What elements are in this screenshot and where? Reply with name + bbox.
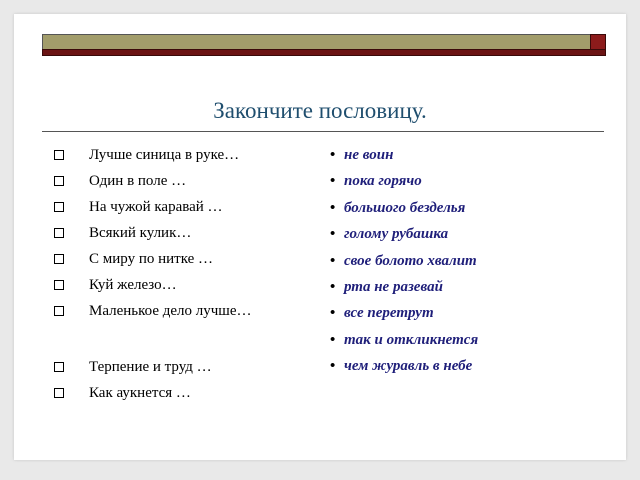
proverb-start-text: С миру по нитке … [89,251,214,267]
dot-bullet-icon: • [330,252,336,269]
square-bullet-icon [54,202,64,212]
proverb-end-text: так и откликнется [344,331,479,348]
proverb-start-item [52,380,322,406]
dot-bullet-icon: • [330,147,336,163]
title-divider [42,131,604,132]
header-bar-olive [42,34,606,50]
proverb-end-text: большого безделья [344,199,466,216]
square-bullet-icon [54,228,64,238]
proverb-end-item [330,142,610,168]
proverb-end-item [330,221,610,247]
proverb-end-item [330,327,610,353]
proverb-start-item [52,354,322,380]
proverb-end-item [330,248,610,274]
proverb-end-list [330,142,610,380]
proverb-end-text: не воин [344,147,394,163]
dot-bullet-icon: • [330,173,336,190]
dot-bullet-icon: • [330,226,336,243]
header-bar-dark [42,49,606,56]
proverb-start-item [52,194,322,220]
proverb-start-item [52,220,322,246]
proverb-start-text: Как аукнется … [89,385,191,401]
proverb-end-item [330,168,610,194]
proverb-start-text: На чужой каравай … [89,199,223,215]
proverb-end-item [330,274,610,300]
proverb-start-text: Куй железо… [89,277,177,293]
square-bullet-icon [54,388,64,398]
square-bullet-icon [54,306,64,316]
proverb-end-text: рта не разевай [344,278,443,295]
proverb-end-item [330,300,610,326]
dot-bullet-icon: • [330,305,336,322]
square-bullet-icon [54,362,64,372]
square-bullet-icon [54,254,64,264]
slide-title: Закончите пословицу. [213,98,427,123]
proverb-end-item [330,195,610,221]
slide [14,14,626,460]
proverb-start-text: Маленькое дело лучше… [89,303,252,319]
proverb-start-item [52,272,322,298]
proverb-start-item [52,298,322,324]
header-square [590,34,606,50]
proverb-end-text: голому рубашка [344,226,449,243]
proverb-end-text: пока горячо [344,173,422,190]
proverb-start-item [52,168,322,194]
square-bullet-icon [54,150,64,160]
proverb-end-item [330,353,610,379]
dot-bullet-icon: • [330,358,336,375]
dot-bullet-icon: • [330,199,336,216]
dot-bullet-icon: • [330,278,336,295]
proverb-start-text: Один в поле … [89,173,187,189]
proverb-start-list [52,142,322,406]
proverb-end-text: все перетрут [344,305,434,322]
proverb-start-text: Лучше синица в руке… [89,147,240,163]
proverb-end-text: свое болото хвалит [344,252,477,269]
proverb-start-text: Всякий кулик… [89,225,192,241]
proverb-start-text: Терпение и труд … [89,359,212,375]
proverb-end-text: чем журавль в небе [344,358,473,375]
square-bullet-icon [54,280,64,290]
square-bullet-icon [54,176,64,186]
dot-bullet-icon: • [330,331,336,348]
proverb-start-item [52,142,322,168]
proverb-start-item [52,246,322,272]
